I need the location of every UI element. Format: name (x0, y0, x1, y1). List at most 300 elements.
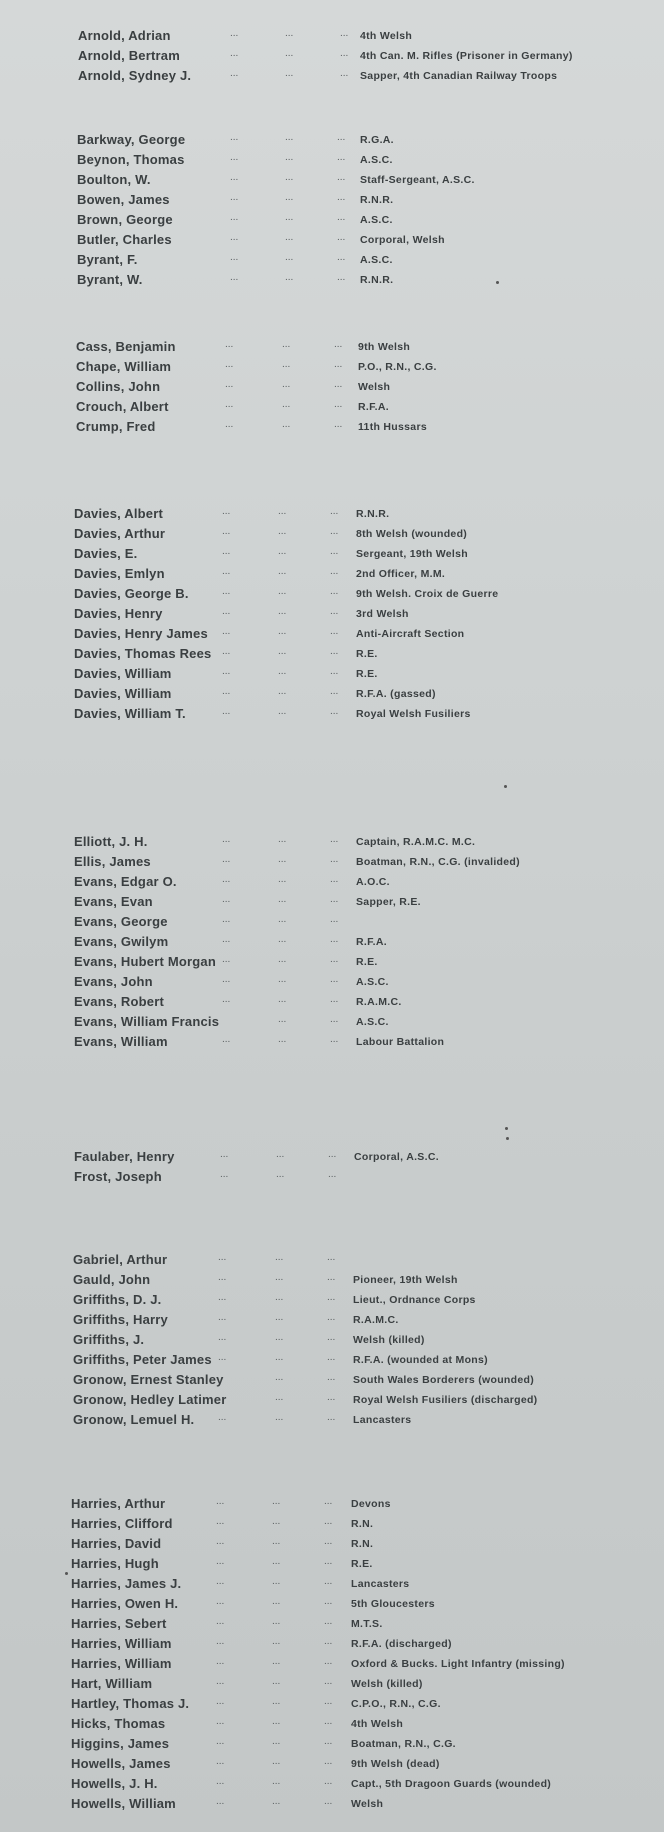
entry-name: Byrant, W. (77, 272, 143, 287)
leader-dots: ... (222, 546, 231, 557)
entry-name: Davies, William (74, 686, 172, 701)
leader-dots: ... (334, 419, 343, 430)
roll-entry (0, 684, 664, 704)
leader-dots: ... (278, 974, 287, 985)
leader-dots: ... (225, 399, 234, 410)
entry-unit: Labour Battalion (356, 1036, 445, 1048)
roll-entry (0, 1694, 664, 1714)
roll-entry (0, 1310, 664, 1330)
leader-dots: ... (337, 172, 346, 183)
entry-unit: A.O.C. (356, 876, 390, 888)
roll-entry (0, 1270, 664, 1290)
leader-dots: ... (282, 379, 291, 390)
leader-dots: ... (278, 606, 287, 617)
page-speck (504, 785, 507, 788)
entry-name: Evans, Robert (74, 994, 165, 1009)
leader-dots: ... (324, 1736, 333, 1747)
entry-name: Crouch, Albert (76, 399, 169, 414)
entry-name: Crump, Fred (76, 419, 156, 434)
leader-dots: ... (216, 1776, 225, 1787)
leader-dots: ... (218, 1292, 227, 1303)
roll-entry (0, 584, 664, 604)
roll-entry (0, 250, 664, 270)
leader-dots: ... (222, 854, 231, 865)
entry-name: Griffiths, Peter James (73, 1352, 212, 1367)
entry-name: Harries, James J. (71, 1576, 182, 1591)
entry-unit: 3rd Welsh (356, 608, 409, 620)
entry-name: Gronow, Ernest Stanley (73, 1372, 224, 1387)
entry-unit: Royal Welsh Fusiliers (356, 708, 471, 720)
leader-dots: ... (222, 606, 231, 617)
entry-unit: Sapper, R.E. (356, 896, 421, 908)
leader-dots: ... (324, 1636, 333, 1647)
leader-dots: ... (218, 1252, 227, 1263)
roll-entry (0, 644, 664, 664)
roll-entry (0, 150, 664, 170)
entry-unit: R.E. (356, 648, 378, 660)
leader-dots: ... (272, 1596, 281, 1607)
leader-dots: ... (278, 1034, 287, 1045)
roll-entry (0, 26, 664, 46)
leader-dots: ... (216, 1576, 225, 1587)
entry-name: Evans, Hubert Morgan (74, 954, 216, 969)
leader-dots: ... (328, 1169, 337, 1180)
leader-dots: ... (218, 1332, 227, 1343)
leader-dots: ... (216, 1596, 225, 1607)
entry-name: Butler, Charles (77, 232, 172, 247)
leader-dots: ... (285, 192, 294, 203)
leader-dots: ... (285, 212, 294, 223)
leader-dots: ... (278, 526, 287, 537)
name-group (0, 1494, 664, 1814)
entry-name: Harries, William (71, 1636, 172, 1651)
entry-unit: C.P.O., R.N., C.G. (351, 1698, 441, 1710)
entry-name: Davies, Albert (74, 506, 164, 521)
leader-dots: ... (278, 706, 287, 717)
leader-dots: ... (278, 874, 287, 885)
leader-dots: ... (230, 152, 239, 163)
leader-dots: ... (216, 1496, 225, 1507)
roll-entry (0, 130, 664, 150)
entry-name: Gauld, John (73, 1272, 151, 1287)
leader-dots: ... (272, 1576, 281, 1587)
roll-entry (0, 270, 664, 290)
leader-dots: ... (216, 1676, 225, 1687)
leader-dots: ... (324, 1536, 333, 1547)
entry-unit: Welsh (358, 381, 391, 393)
entry-unit: Captain, R.A.M.C. M.C. (356, 836, 476, 848)
entry-name: Evans, Evan (74, 894, 153, 909)
leader-dots: ... (330, 586, 339, 597)
entry-name: Barkway, George (77, 132, 186, 147)
roll-entry (0, 1390, 664, 1410)
entry-name: Hicks, Thomas (71, 1716, 166, 1731)
leader-dots: ... (324, 1596, 333, 1607)
leader-dots: ... (230, 232, 239, 243)
roll-entry (0, 1734, 664, 1754)
leader-dots: ... (218, 1352, 227, 1363)
leader-dots: ... (330, 686, 339, 697)
entry-unit: R.E. (356, 956, 378, 968)
entry-unit: Lancasters (353, 1414, 412, 1426)
leader-dots: ... (222, 566, 231, 577)
entry-unit: Capt., 5th Dragoon Guards (wounded) (351, 1778, 552, 1790)
leader-dots: ... (275, 1312, 284, 1323)
entry-unit: South Wales Borderers (wounded) (353, 1374, 535, 1386)
leader-dots: ... (278, 834, 287, 845)
entry-name: Howells, James (71, 1756, 171, 1771)
entry-unit: A.S.C. (360, 214, 393, 226)
entry-unit: 5th Gloucesters (351, 1598, 435, 1610)
entry-name: Arnold, Bertram (78, 48, 180, 63)
leader-dots: ... (285, 132, 294, 143)
leader-dots: ... (330, 526, 339, 537)
leader-dots: ... (222, 666, 231, 677)
name-group (0, 130, 664, 290)
leader-dots: ... (327, 1392, 336, 1403)
leader-dots: ... (328, 1149, 337, 1160)
roll-entry (0, 832, 664, 852)
leader-dots: ... (272, 1516, 281, 1527)
leader-dots: ... (272, 1556, 281, 1567)
name-group (0, 1147, 664, 1187)
leader-dots: ... (278, 1014, 287, 1025)
leader-dots: ... (330, 954, 339, 965)
leader-dots: ... (272, 1636, 281, 1647)
leader-dots: ... (324, 1796, 333, 1807)
roll-entry (0, 1714, 664, 1734)
entry-name: Howells, William (71, 1796, 176, 1811)
leader-dots: ... (278, 934, 287, 945)
entry-unit: Lieut., Ordnance Corps (353, 1294, 476, 1306)
entry-unit: Corporal, A.S.C. (354, 1151, 439, 1163)
leader-dots: ... (272, 1536, 281, 1547)
entry-name: Davies, George B. (74, 586, 189, 601)
leader-dots: ... (275, 1272, 284, 1283)
roll-entry (0, 932, 664, 952)
leader-dots: ... (216, 1616, 225, 1627)
leader-dots: ... (282, 399, 291, 410)
entry-name: Griffiths, Harry (73, 1312, 168, 1327)
roll-entry (0, 1012, 664, 1032)
leader-dots: ... (216, 1796, 225, 1807)
entry-name: Beynon, Thomas (77, 152, 185, 167)
leader-dots: ... (340, 48, 349, 59)
leader-dots: ... (275, 1352, 284, 1363)
entry-unit: R.E. (356, 668, 378, 680)
name-group (0, 26, 664, 86)
roll-entry (0, 417, 664, 437)
entry-unit: R.N.R. (360, 274, 394, 286)
leader-dots: ... (225, 419, 234, 430)
entry-unit: Devons (351, 1498, 391, 1510)
leader-dots: ... (337, 132, 346, 143)
roll-entry (0, 1350, 664, 1370)
leader-dots: ... (278, 686, 287, 697)
entry-unit: Royal Welsh Fusiliers (discharged) (353, 1394, 538, 1406)
leader-dots: ... (337, 232, 346, 243)
entry-name: Arnold, Sydney J. (78, 68, 192, 83)
roll-entry (0, 377, 664, 397)
entry-name: Ellis, James (74, 854, 151, 869)
leader-dots: ... (330, 606, 339, 617)
entry-unit: A.S.C. (356, 1016, 389, 1028)
leader-dots: ... (216, 1516, 225, 1527)
leader-dots: ... (285, 232, 294, 243)
leader-dots: ... (330, 566, 339, 577)
leader-dots: ... (272, 1756, 281, 1767)
roll-entry (0, 912, 664, 932)
leader-dots: ... (278, 666, 287, 677)
name-group (0, 504, 664, 724)
leader-dots: ... (216, 1556, 225, 1567)
leader-dots: ... (330, 894, 339, 905)
leader-dots: ... (282, 339, 291, 350)
leader-dots: ... (330, 934, 339, 945)
entry-unit: 4th Welsh (351, 1718, 404, 1730)
entry-unit: 9th Welsh. Croix de Guerre (356, 588, 499, 600)
entry-unit: 11th Hussars (358, 421, 427, 433)
roll-entry (0, 1594, 664, 1614)
roll-entry (0, 1654, 664, 1674)
roll-entry (0, 1032, 664, 1052)
leader-dots: ... (278, 566, 287, 577)
entry-unit: R.A.M.C. (356, 996, 402, 1008)
leader-dots: ... (222, 686, 231, 697)
roll-entry (0, 1147, 664, 1167)
entry-name: Harries, Hugh (71, 1556, 159, 1571)
leader-dots: ... (324, 1556, 333, 1567)
leader-dots: ... (278, 914, 287, 925)
leader-dots: ... (324, 1616, 333, 1627)
entry-unit: R.G.A. (360, 134, 394, 146)
leader-dots: ... (324, 1496, 333, 1507)
leader-dots: ... (230, 68, 239, 79)
leader-dots: ... (282, 359, 291, 370)
leader-dots: ... (222, 994, 231, 1005)
leader-dots: ... (230, 172, 239, 183)
page-speck (65, 1572, 68, 1575)
leader-dots: ... (330, 1014, 339, 1025)
entry-unit: Welsh (351, 1798, 384, 1810)
roll-entry (0, 1574, 664, 1594)
leader-dots: ... (275, 1372, 284, 1383)
entry-name: Chape, William (76, 359, 172, 374)
entry-unit: R.N.R. (360, 194, 394, 206)
leader-dots: ... (278, 994, 287, 1005)
leader-dots: ... (324, 1696, 333, 1707)
leader-dots: ... (324, 1676, 333, 1687)
leader-dots: ... (327, 1272, 336, 1283)
roll-entry (0, 872, 664, 892)
leader-dots: ... (334, 379, 343, 390)
leader-dots: ... (337, 212, 346, 223)
leader-dots: ... (330, 546, 339, 557)
entry-unit: 9th Welsh (dead) (351, 1758, 440, 1770)
leader-dots: ... (285, 48, 294, 59)
leader-dots: ... (218, 1272, 227, 1283)
entry-unit: Oxford & Bucks. Light Infantry (missing) (351, 1658, 565, 1670)
roll-entry (0, 704, 664, 724)
leader-dots: ... (285, 28, 294, 39)
leader-dots: ... (216, 1636, 225, 1647)
roll-entry (0, 544, 664, 564)
entry-name: Evans, William (74, 1034, 168, 1049)
entry-unit: 4th Welsh (360, 30, 413, 42)
leader-dots: ... (285, 272, 294, 283)
leader-dots: ... (275, 1412, 284, 1423)
leader-dots: ... (327, 1292, 336, 1303)
roll-entry (0, 357, 664, 377)
roll-entry (0, 1410, 664, 1430)
roll-entry (0, 397, 664, 417)
entry-name: Evans, George (74, 914, 168, 929)
entry-unit: A.S.C. (360, 154, 393, 166)
leader-dots: ... (222, 894, 231, 905)
leader-dots: ... (334, 359, 343, 370)
roll-entry (0, 1514, 664, 1534)
leader-dots: ... (222, 626, 231, 637)
entry-unit: P.O., R.N., C.G. (358, 361, 437, 373)
roll-entry (0, 1754, 664, 1774)
entry-name: Gabriel, Arthur (73, 1252, 168, 1267)
entry-name: Davies, Henry James (74, 626, 208, 641)
leader-dots: ... (222, 874, 231, 885)
leader-dots: ... (276, 1169, 285, 1180)
leader-dots: ... (216, 1756, 225, 1767)
entry-unit: M.T.S. (351, 1618, 383, 1630)
leader-dots: ... (272, 1676, 281, 1687)
leader-dots: ... (330, 834, 339, 845)
leader-dots: ... (340, 28, 349, 39)
leader-dots: ... (285, 172, 294, 183)
leader-dots: ... (324, 1576, 333, 1587)
leader-dots: ... (278, 854, 287, 865)
leader-dots: ... (275, 1392, 284, 1403)
entry-unit: A.S.C. (356, 976, 389, 988)
entry-name: Hart, William (71, 1676, 153, 1691)
leader-dots: ... (330, 706, 339, 717)
entry-unit: R.F.A. (356, 936, 387, 948)
leader-dots: ... (275, 1292, 284, 1303)
entry-unit: Boatman, R.N., C.G. (351, 1738, 456, 1750)
entry-unit: Sapper, 4th Canadian Railway Troops (360, 70, 558, 82)
roll-entry (0, 46, 664, 66)
leader-dots: ... (278, 626, 287, 637)
entry-name: Evans, John (74, 974, 153, 989)
roll-entry (0, 170, 664, 190)
entry-name: Faulaber, Henry (74, 1149, 175, 1164)
leader-dots: ... (330, 854, 339, 865)
leader-dots: ... (330, 974, 339, 985)
leader-dots: ... (230, 212, 239, 223)
leader-dots: ... (220, 1149, 229, 1160)
leader-dots: ... (225, 339, 234, 350)
name-group (0, 832, 664, 1052)
leader-dots: ... (222, 954, 231, 965)
leader-dots: ... (334, 339, 343, 350)
leader-dots: ... (324, 1516, 333, 1527)
leader-dots: ... (278, 586, 287, 597)
leader-dots: ... (275, 1252, 284, 1263)
leader-dots: ... (324, 1756, 333, 1767)
leader-dots: ... (230, 272, 239, 283)
roll-entry (0, 664, 664, 684)
leader-dots: ... (272, 1776, 281, 1787)
leader-dots: ... (324, 1656, 333, 1667)
leader-dots: ... (272, 1496, 281, 1507)
leader-dots: ... (272, 1736, 281, 1747)
entry-name: Gronow, Lemuel H. (73, 1412, 195, 1427)
roll-entry (0, 1614, 664, 1634)
entry-unit: R.N.R. (356, 508, 390, 520)
entry-name: Collins, John (76, 379, 161, 394)
entry-unit: R.A.M.C. (353, 1314, 399, 1326)
leader-dots: ... (327, 1252, 336, 1263)
leader-dots: ... (337, 272, 346, 283)
entry-name: Harries, Arthur (71, 1496, 166, 1511)
leader-dots: ... (324, 1716, 333, 1727)
entry-name: Cass, Benjamin (76, 339, 176, 354)
roll-entry (0, 1794, 664, 1814)
entry-unit: Pioneer, 19th Welsh (353, 1274, 458, 1286)
leader-dots: ... (218, 1312, 227, 1323)
leader-dots: ... (220, 1169, 229, 1180)
name-group (0, 337, 664, 437)
entry-unit: R.E. (351, 1558, 373, 1570)
entry-unit: R.F.A. (wounded at Mons) (353, 1354, 488, 1366)
leader-dots: ... (327, 1332, 336, 1343)
leader-dots: ... (222, 934, 231, 945)
leader-dots: ... (222, 914, 231, 925)
entry-name: Evans, William Francis (74, 1014, 220, 1029)
entry-name: Frost, Joseph (74, 1169, 162, 1184)
roll-entry (0, 524, 664, 544)
entry-unit: Staff-Sergeant, A.S.C. (360, 174, 475, 186)
entry-unit: A.S.C. (360, 254, 393, 266)
leader-dots: ... (216, 1656, 225, 1667)
leader-dots: ... (278, 954, 287, 965)
entry-name: Harries, David (71, 1536, 162, 1551)
roll-entry (0, 1290, 664, 1310)
leader-dots: ... (282, 419, 291, 430)
entry-unit: 8th Welsh (wounded) (356, 528, 468, 540)
leader-dots: ... (337, 252, 346, 263)
entry-unit: R.N. (351, 1538, 374, 1550)
leader-dots: ... (216, 1736, 225, 1747)
entry-name: Brown, George (77, 212, 173, 227)
roll-entry (0, 1554, 664, 1574)
entry-name: Griffiths, D. J. (73, 1292, 162, 1307)
leader-dots: ... (337, 152, 346, 163)
leader-dots: ... (276, 1149, 285, 1160)
entry-unit: Welsh (killed) (351, 1678, 423, 1690)
entry-unit: 9th Welsh (358, 341, 411, 353)
leader-dots: ... (225, 379, 234, 390)
entry-unit: Welsh (killed) (353, 1334, 425, 1346)
leader-dots: ... (225, 359, 234, 370)
leader-dots: ... (272, 1716, 281, 1727)
leader-dots: ... (222, 974, 231, 985)
leader-dots: ... (330, 646, 339, 657)
leader-dots: ... (330, 506, 339, 517)
roll-entry (0, 1634, 664, 1654)
leader-dots: ... (330, 874, 339, 885)
roll-entry (0, 1167, 664, 1187)
entry-name: Davies, Henry (74, 606, 163, 621)
entry-name: Evans, Gwilym (74, 934, 169, 949)
leader-dots: ... (218, 1412, 227, 1423)
